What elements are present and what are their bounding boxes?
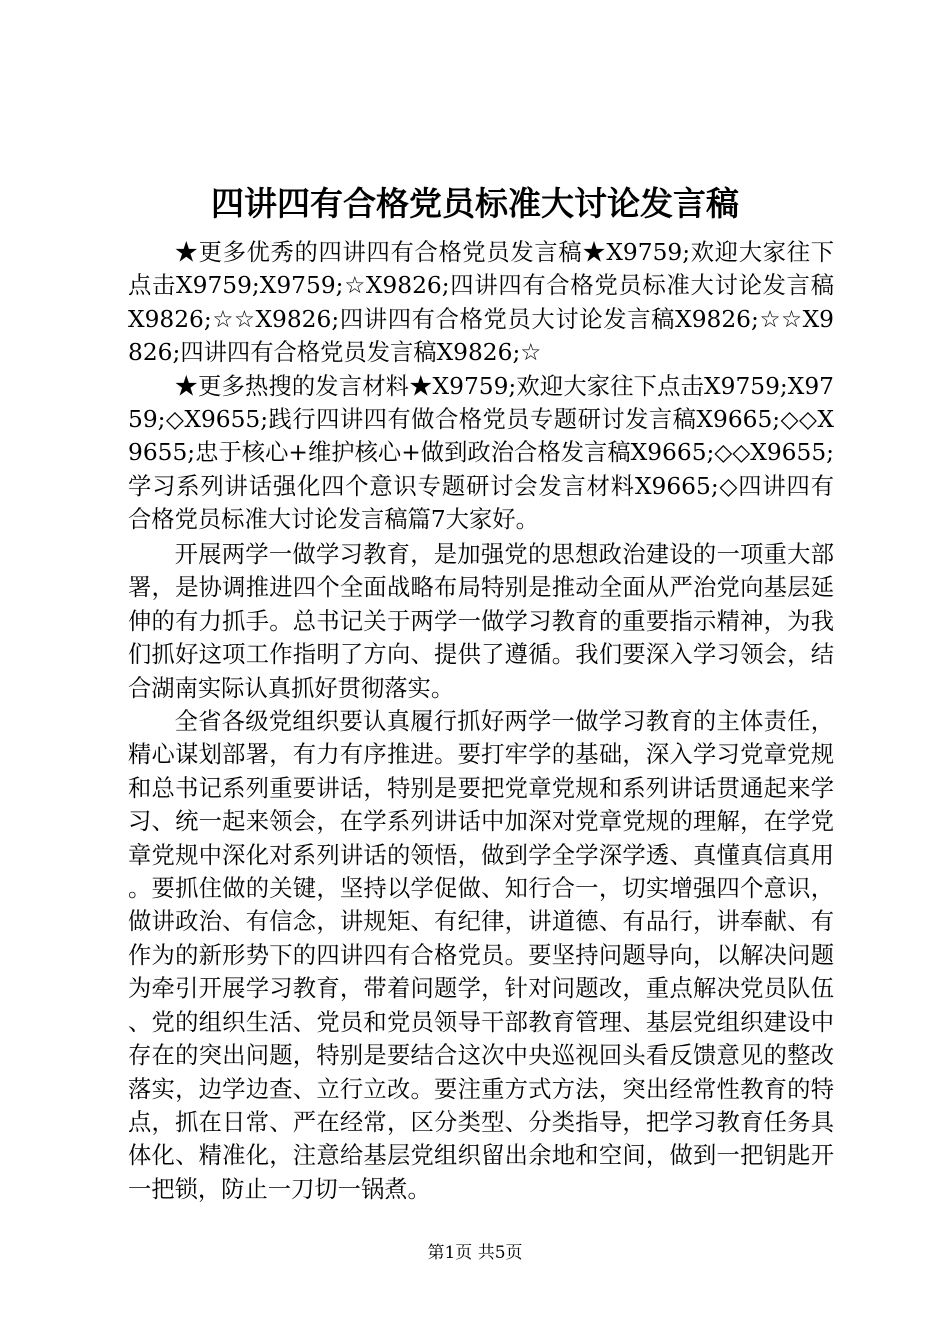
promo-section <box>128 236 834 537</box>
promo-paragraph-2: ★更多热搜的发言材料★X9759;欢迎大家往下点击X9759;X9759;◇X9655;践行四讲四有做合格党员专题研讨发言稿X9665;◇◇X9655;忠于核心+维护核心+做到政治合格发言稿X9665;◇◇X9655;学习系列讲话强化四个意识专题研讨会发言材料X9665;◇四讲四有合格党员标准大讨论发言稿篇7大家好。 <box>128 372 834 534</box>
body-paragraph-1: 开展两学一做学习教育，是加强党的思想政治建设的一项重大部署，是协调推进四个全面战略布局特别是推动全面从严治党向基层延伸的有力抓手。总书记关于两学一做学习教育的重要指示精神，为我们抓好这项工作指明了方向、提供了遵循。我们要深入学习领会，结合湖南实际认真抓好贯彻落实。 <box>128 541 834 702</box>
document-title: 四讲四有合格党员标准大讨论发言稿 <box>211 184 739 223</box>
body-section <box>128 538 834 1206</box>
body-paragraph-2: 全省各级党组织要认真履行抓好两学一做学习教育的主体责任，精心谋划部署，有力有序推进。要打牢学的基础，深入学习党章党规和总书记系列重要讲话，特别是要把党章党规和系列讲话贯通起来学习、统一起来领会，在学系列讲话中加深对党章党规的理解，在学党章党规中深化对系列讲话的领悟，做到学全学深学透、真懂真信真用。要抓住做的关键，坚持以学促做、知行合一，切实增强四个意识，做讲政治、有信念，讲规矩、有纪律，讲道德、有品行，讲奉献、有作为的新形势下的四讲四有合格党员。要坚持问题导向，以解决问题为牵引开展学习教育，带着问题学，针对问题改，重点解决党员队伍、党的组织生活、党员和党员领导干部教育管理、基层党组织建设中存在的突出问题，特别是要结合这次中央巡视回头看反馈意见的整改落实，边学边查、立行立改。要注重方式方法，突出经常性教育的特点，抓在日常、严在经常，区分类型、分类指导，把学习教育任务具体化、精准化，注意给基层党组织留出余地和空间，做到一把钥匙开一把锁，防止一刀切一锅煮。 <box>128 708 834 1203</box>
page-number-footer: 第1页 共5页 <box>427 1243 523 1263</box>
promo-paragraph-1: ★更多优秀的四讲四有合格党员发言稿★X9759;欢迎大家往下点击X9759;X9759;☆X9826;四讲四有合格党员标准大讨论发言稿X9826;☆☆X9826;四讲四有合格党员大讨论发言稿X9826;☆☆X9826;四讲四有合格党员发言稿X9826;☆ <box>128 239 834 367</box>
